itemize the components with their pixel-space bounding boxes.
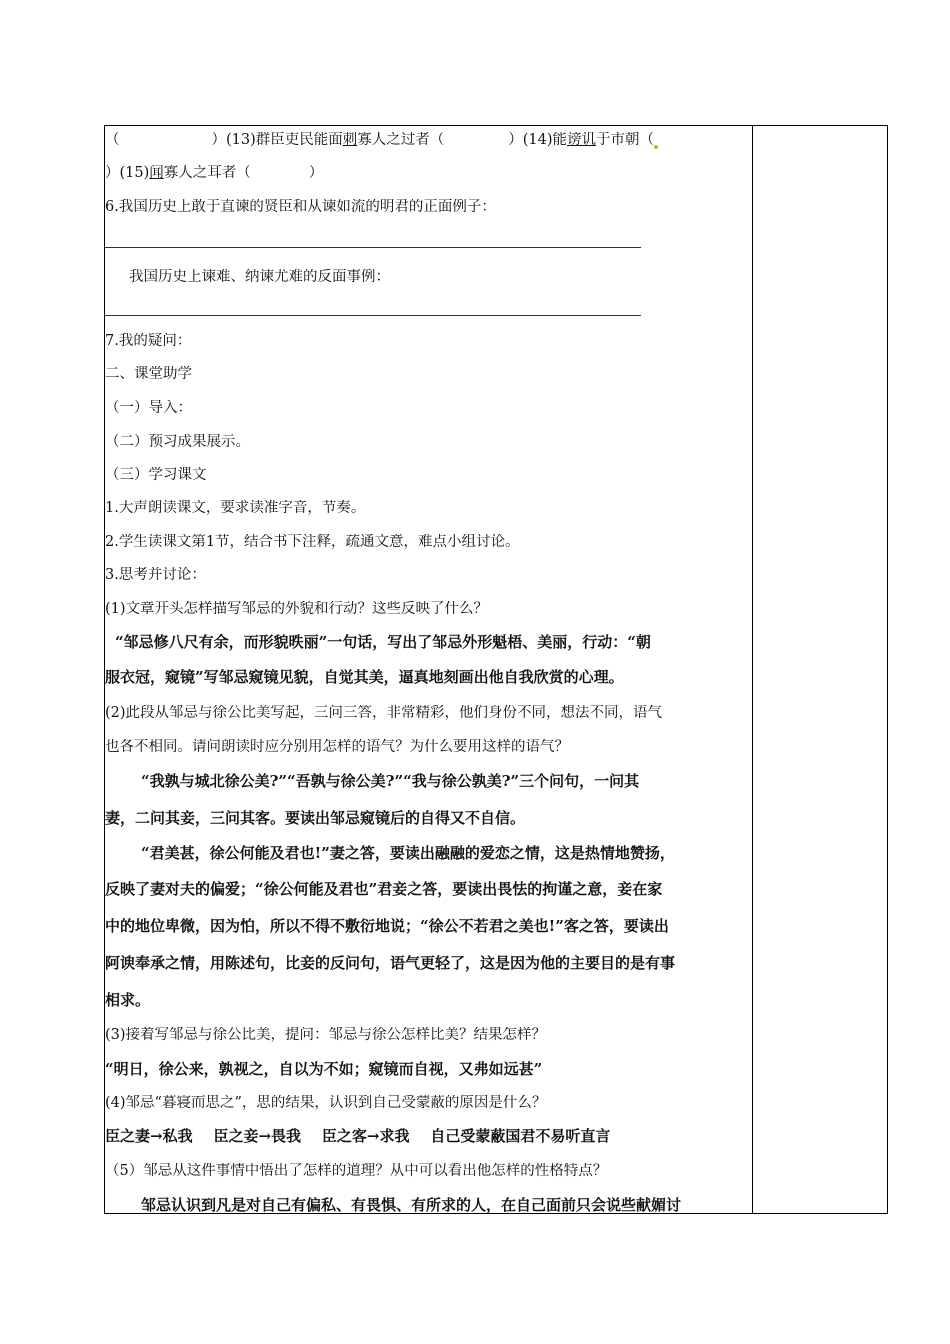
question-4: (4)邹忌“暮寝而思之”，思的结果，认识到自己受蒙蔽的原因是什么？ [105, 1095, 547, 1111]
answer-3: “明日，徐公来，孰视之，自以为不如；窥镜而自视，又弗如远甚” [105, 1061, 543, 1078]
question-2-line-2: 也各不相同。请问朗读时应分别用怎样的语气？为什么要用这样的语气？ [105, 739, 569, 755]
question-3: (3)接着写邹忌与徐公比美，提问：邹忌与徐公怎样比美？结果怎样？ [105, 1027, 547, 1043]
q14-text: ）(14)能 [508, 132, 568, 148]
step-2: 2.学生读课文第1节，结合书下注释，疏通文意，难点小组讨论。 [105, 534, 520, 550]
question-2-line-1: (2)此段从邹忌与徐公比美写起，三问三答，非常精彩，他们身份不同，想法不同，语气 [105, 705, 663, 721]
answer-2-line-2: 妻，二问其妾，三问其客。要读出邹忌窥镜后的自得又不自信。 [105, 810, 526, 827]
q13-text-2: 寡人之过者（ [357, 132, 445, 148]
q6-negative: 我国历史上谏难、纳谏尤难的反面事例： [129, 269, 390, 285]
q14-text-2: 于市朝（ [596, 132, 655, 148]
q5-line-1 [105, 132, 658, 149]
paren-close: ） [308, 165, 324, 181]
answer-2-line-5: 中的地位卑微，因为怕，所以不得不敷衍地说；“徐公不若君之美也!”客之答，要读出 [105, 918, 669, 935]
section2-title: 二、课堂助学 [105, 366, 192, 382]
question-5: （5）邹忌从这件事情中悟出了怎样的道理？从中可以看出他怎样的性格特点？ [105, 1163, 608, 1179]
q13-text: ）(13)群臣吏民能面 [211, 132, 343, 148]
q15-keyword: 闻 [149, 165, 164, 181]
q13-keyword: 刺 [342, 132, 358, 148]
column-divider [752, 125, 753, 1214]
paren-open: （ [105, 132, 120, 148]
step-3: 3.思考并讨论： [105, 567, 206, 583]
section2-intro: （一）导入： [105, 400, 192, 416]
answer-2-line-4: 反映了妻对夫的偏爱；“徐公何能及君也”君妾之答，要读出畏怯的拘谨之意，妾在家 [105, 881, 663, 898]
section2-preview: （二）预习成果展示。 [105, 434, 250, 450]
answer-2-line-1: “我孰与城北徐公美?”“吾孰与徐公美?”“我与徐公孰美?”三个问句，一问其 [141, 773, 640, 790]
answer-blank-2 [105, 315, 641, 316]
q6-positive: 6.我国历史上敢于直谏的贤臣和从谏如流的明君的正面例子： [105, 199, 496, 215]
answer-blank-1 [105, 247, 641, 248]
q14-keyword: 谤讥 [567, 132, 597, 148]
answer-1-line-1: “邹忌修八尺有余，而形貌昳丽”一句话，写出了邹忌外形魁梧、美丽，行动：“朝 [115, 634, 651, 651]
step-1: 1.大声朗读课文，要求读准字音，节奏。 [105, 500, 366, 516]
answer-2-line-3: “君美甚，徐公何能及君也!”妻之答，要读出融融的爱恋之情，这是热情地赞扬， [141, 845, 675, 862]
question-1: (1)文章开头怎样描写邹忌的外貌和行动？这些反映了什么？ [105, 601, 489, 617]
section2-study: （三）学习课文 [105, 467, 207, 483]
answer-2-line-7: 相求。 [105, 992, 151, 1009]
q7-title: 7.我的疑问： [105, 333, 192, 349]
answer-4: 臣之妻→私我 臣之妾→畏我 臣之客→求我 自己受蒙蔽国君不易听直言 [105, 1128, 611, 1145]
q15-text: ）(15) [105, 165, 150, 181]
answer-2-line-6: 阿谀奉承之情，用陈述句，比妾的反问句，语气更轻了，这是因为他的主要目的是有事 [105, 955, 676, 972]
answer-5: 邹忌认识到凡是对自己有偏私、有畏惧、有所求的人，在自己面前只会说些献媚讨 [141, 1197, 682, 1214]
answer-1-line-2: 服衣冠，窥镜”写邹忌窥镜见貌，自觉其美，逼真地刻画出他自我欣赏的心理。 [105, 669, 624, 686]
q5-line-2 [105, 165, 323, 182]
q15-text-2: 寡人之耳者（ [163, 165, 251, 181]
edit-mark-icon [654, 145, 658, 149]
